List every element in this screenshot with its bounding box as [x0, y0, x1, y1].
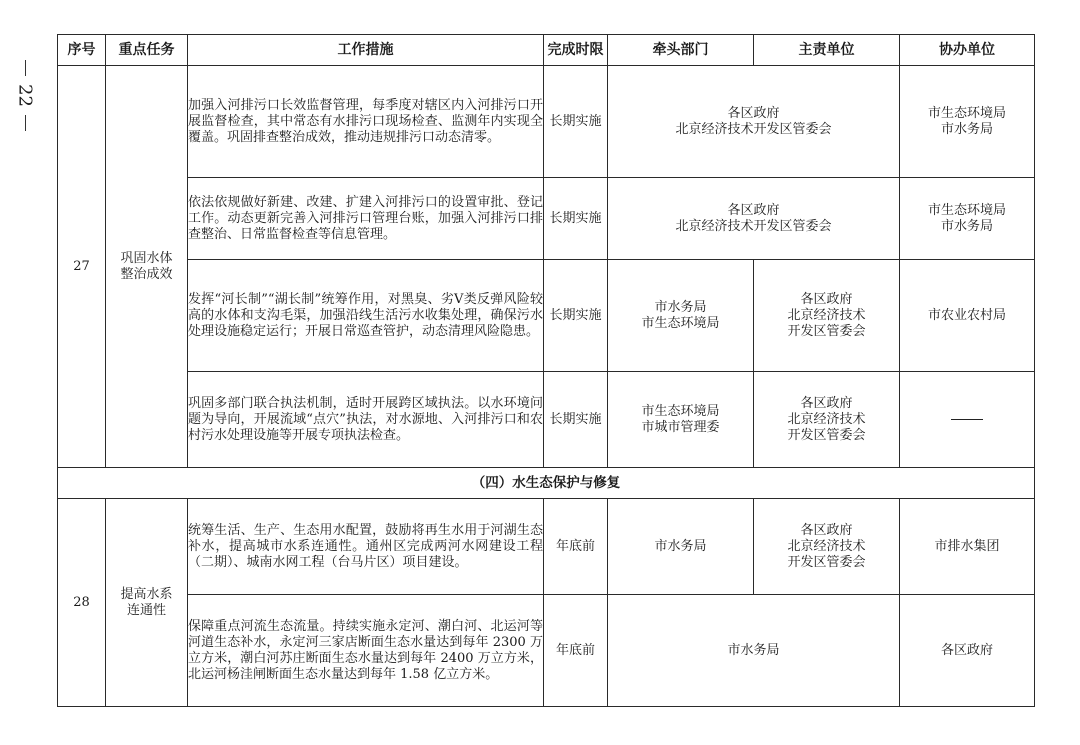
- merged-line: 各区政府: [727, 202, 780, 218]
- responsible-line: 开发区管委会: [787, 554, 866, 570]
- task-table: [57, 34, 1035, 707]
- header-deadline: 完成时限: [544, 35, 608, 66]
- measure-text: 发挥“河长制”“湖长制”统筹作用，对黑臭、劣Ⅴ类反弹风险较高的水体和支沟毛渠，加强沿线生活污水收集处理，确保污水处理设施稳定运行；开展日常巡查管护，动态清理风险隐患。: [188, 260, 544, 372]
- row-number: 27: [58, 66, 106, 468]
- header-no: 序号: [58, 35, 106, 66]
- assist-line: 市生态环境局: [927, 105, 1006, 121]
- responsible-line: 开发区管委会: [787, 427, 866, 443]
- measure-text: 统筹生活、生产、生态用水配置，鼓励将再生水用于河湖生态补水，提高城市水系连通性。通州区完成两河水网建设工程（二期）、城南水网工程（台马片区）项目建设。: [188, 499, 544, 595]
- section-title: （四）水生态保护与修复: [58, 468, 1035, 499]
- task-name: [106, 66, 188, 468]
- responsible-line: 各区政府: [800, 522, 853, 538]
- responsible-line: 各区政府: [800, 291, 853, 307]
- deadline: 年底前: [544, 595, 608, 707]
- table-header-row: [58, 35, 1035, 66]
- table-row: [58, 260, 1035, 372]
- lead-line: 市生态环境局: [641, 315, 720, 331]
- measure-text: 依法依规做好新建、改建、扩建入河排污口的设置审批、登记工作。动态更新完善入河排污口管理台账，加强入河排污口排查整治、日常监督检查等信息管理。: [188, 178, 544, 260]
- responsible-line: 北京经济技术: [787, 538, 866, 554]
- assist-line: 市生态环境局: [927, 202, 1006, 218]
- deadline: 长期实施: [544, 260, 608, 372]
- task-name: [106, 499, 188, 707]
- responsible-line: 北京经济技术: [787, 411, 866, 427]
- lead-line: 市生态环境局: [641, 403, 720, 419]
- responsible-line: 开发区管委会: [787, 323, 866, 339]
- row-number: 28: [58, 499, 106, 707]
- task-name-line: 整治成效: [120, 266, 173, 282]
- measure-text: 巩固多部门联合执法机制，适时开展跨区域执法。以水环境问题为导向，开展流域“点穴”执法，对水源地、入河排污口和农村污水处理设施等开展专项执法检查。: [188, 372, 544, 468]
- header-assist: 协办单位: [900, 35, 1035, 66]
- lead-department: [608, 372, 754, 468]
- table-row: [58, 178, 1035, 260]
- responsible-unit: [754, 499, 900, 595]
- assist-unit: 市农业农村局: [900, 260, 1035, 372]
- deadline: 长期实施: [544, 66, 608, 178]
- lead-line: 市水务局: [654, 299, 707, 315]
- task-name-line: 连通性: [126, 602, 166, 618]
- task-name-line: 提高水系: [120, 586, 173, 602]
- header-lead: 牵头部门: [608, 35, 754, 66]
- responsible-unit: [754, 372, 900, 468]
- deadline: 长期实施: [544, 178, 608, 260]
- header-responsible: 主责单位: [754, 35, 900, 66]
- lead-responsible-merged: [608, 178, 900, 260]
- deadline: 年底前: [544, 499, 608, 595]
- task-name-line: 巩固水体: [120, 250, 173, 266]
- measure-text: 保障重点河流生态流量。持续实施永定河、潮白河、北运河等河道生态补水，永定河三家店断面生态水量达到每年 2300 万立方米，潮白河苏庄断面生态水量达到每年 2400 万立方米，北运河杨洼闸断面生态水量达到每年 1.58 亿立方米。: [188, 595, 544, 707]
- table-row: [58, 595, 1035, 707]
- assist-unit: 市排水集团: [900, 499, 1035, 595]
- header-measures: 工作措施: [188, 35, 544, 66]
- assist-line: 市水务局: [940, 218, 993, 234]
- header-task: 重点任务: [106, 35, 188, 66]
- section-row: [58, 468, 1035, 499]
- lead-responsible-merged: [608, 66, 900, 178]
- page-number-dash-top: [25, 60, 26, 76]
- page-number: [12, 60, 38, 160]
- table-row: [58, 66, 1035, 178]
- empty-dash-mark: [951, 419, 983, 420]
- measure-text: 加强入河排污口长效监督管理，每季度对辖区内入河排污口开展监督检查，其中常态有水排污口现场检查、监测年内实现全覆盖。巩固排查整治成效，推动违规排污口动态清零。: [188, 66, 544, 178]
- assist-line: 市水务局: [940, 121, 993, 137]
- table-row: [58, 372, 1035, 468]
- lead-responsible-merged: 市水务局: [608, 595, 900, 707]
- table-row: [58, 499, 1035, 595]
- merged-line: 北京经济技术开发区管委会: [675, 218, 832, 234]
- assist-unit: [900, 66, 1035, 178]
- deadline: 长期实施: [544, 372, 608, 468]
- assist-unit: [900, 178, 1035, 260]
- assist-unit: [900, 372, 1035, 468]
- responsible-line: 各区政府: [800, 395, 853, 411]
- lead-department: 市水务局: [608, 499, 754, 595]
- merged-line: 北京经济技术开发区管委会: [675, 121, 832, 137]
- lead-department: [608, 260, 754, 372]
- responsible-unit: [754, 260, 900, 372]
- lead-line: 市城市管理委: [641, 419, 720, 435]
- page-number-text: 22: [14, 84, 36, 107]
- merged-line: 各区政府: [727, 105, 780, 121]
- page-number-dash-bottom: [25, 115, 26, 131]
- assist-unit: 各区政府: [900, 595, 1035, 707]
- responsible-line: 北京经济技术: [787, 307, 866, 323]
